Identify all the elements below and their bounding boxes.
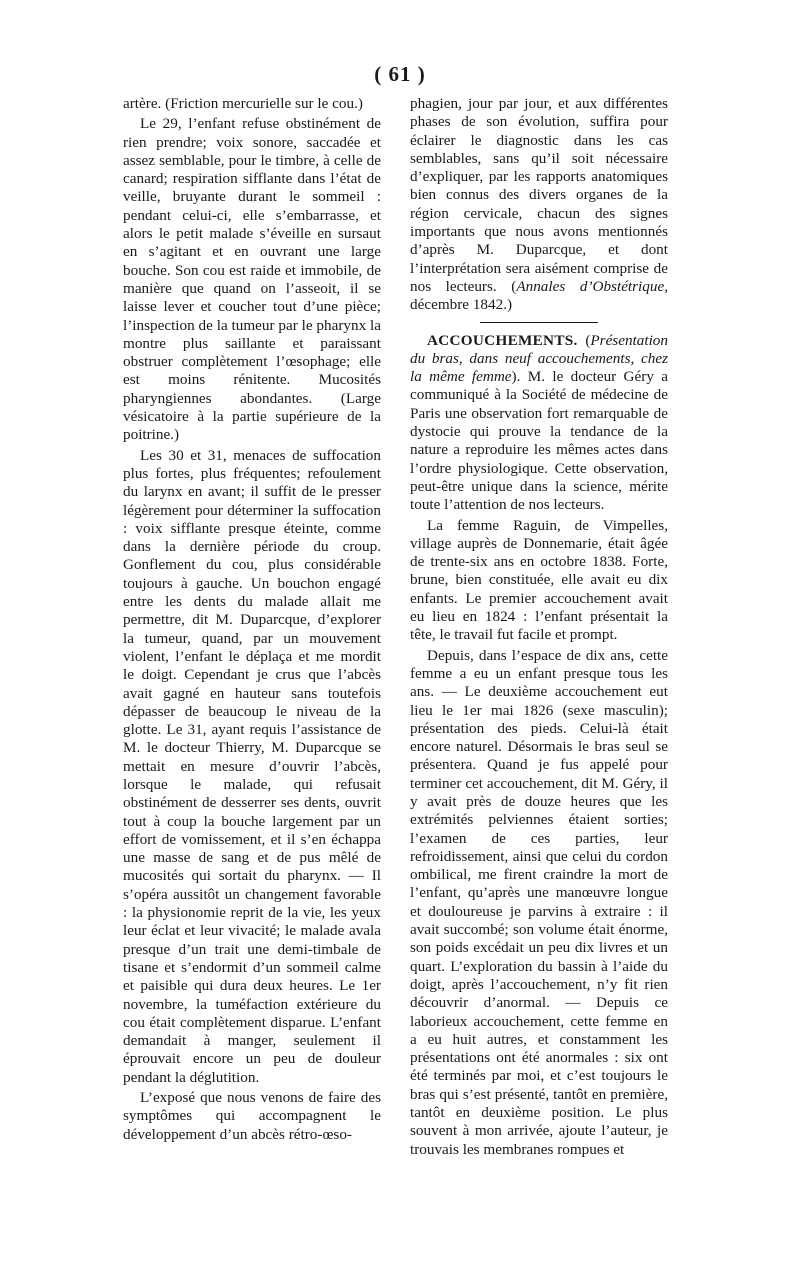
section-heading: ACCOUCHEMENTS.	[427, 331, 578, 349]
section-separator	[480, 322, 598, 323]
page-number: ( 61 )	[374, 62, 426, 86]
citation-journal: Annales d’Obstétrique	[516, 277, 665, 295]
paragraph: L’exposé que nous venons de faire des symptômes qui accompagnent le développement d’un abcès rétro-œso-	[123, 1089, 381, 1143]
paragraph: artère. (Friction mercurielle sur le cou.)	[123, 95, 363, 112]
paragraph: Les 30 et 31, menaces de suffocation plus fortes, plus fréquentes; refoulement du larynx en avant; il suffit de le presser légèrement pour déterminer la suffocation : voix sifflante presque éteinte, comme dans la dernière période du croup. Gonflement du cou, plus considérable toujours à gauche. Un bouchon engagé entre les dents du malade allait me permettre, dit M. Duparcque, d’explorer la tumeur, quand, par un mouvement violent, l’enfant le déplaça et me mordit le doigt. Cependant je crus que l’abcès avait gagné en hauteur sans toutefois dépasser de beaucoup le niveau de la glotte. Le 31, ayant requis l’assistance de M. le docteur Thierry, M. Duparcque se mettait en mesure d’ouvrir l’abcès, lorsque le malade, qui refusait obstinément de desserrer ses dents, ouvrit tout à coup la bouche largement par un effort de vomissement, et il s’en échappa une masse de sang et de pus mêlé de mucosités qui sortait du pharynx. — Il s’opéra aussitôt un changement favorable : la physionomie reprit de la vie, les yeux leur éclat et leur vivacité; le malade avala presque d’un trait une demi-timbale de tisane et s’endormit d’un sommeil calme et paisible qui dura deux heures. Le 1er novembre, la tuméfaction extérieure du cou était complètement disparue. L’enfant demandait à manger, seulement il éprouvait encore un peu de douleur pendant la déglutition.	[123, 446, 381, 1086]
paragraph: Depuis, dans l’espace de dix ans, cette femme a eu un enfant presque tous les ans. — Le deuxième accouchement eut lieu le 1er mai 1826 (sexe masculin); présentation des pieds. Celui-là était encore naturel. Désormais le bras seul se présentera. Quand je fus appelé pour terminer cet accouchement, dit M. Géry, il y avait près de douze heures que les extrémités pelviennes étaient sorties; l’examen de ces parties, leur refroidissement, ainsi que celui du cordon ombilical, me firent craindre la mort de l’enfant, qu’après une manœuvre longue et douloureuse je parvins à extraire : il avait succombé; son volume était énorme, son poids excédait un peu dix livres et un quart. L’exploration du bassin à l’aide du doigt, après l’accouchement, n’y fit rien découvrir d’anormal. — Depuis ce laborieux accouchement, cette femme en a eu huit autres, et constamment les présentations ont été anormales : six ont été terminés par moi, et c’est toujours le bras qui s’est présenté, tantôt en première, tantôt en deuxième position. Le plus souvent à mon arrivée, ajoute l’auteur, je trouvais les membranes rompues et	[410, 646, 668, 1158]
heading-text: ). M. le docteur Géry a communiqué à la Société de médecine de Paris une observation fort remarquable de dystocie qui prouve la tendance de la nature a reproduire les mêmes actes dans l’ordre physiologique. Cette observation, peut-être unique dans la science, mérite toute l’attention de nos lecteurs.	[410, 368, 668, 514]
left-column	[123, 95, 381, 1144]
paragraph-text: phagien, jour par jour, et aux différentes phases de son évolution, suffira pour éclairer le diagnostic dans les cas semblables, sans qu’il soit nécessaire d’expliquer, par les rapports anatomiques bien connus des divers organes de la région cervicale, chacun des signes importants que nous avons mentionnés d’après M. Duparcque, et dont l’interprétation sera aisément comprise de nos lecteurs.	[410, 95, 668, 295]
section-heading-paragraph	[410, 332, 668, 515]
paragraph	[410, 95, 668, 315]
right-column	[410, 95, 668, 1159]
heading-subtitle: Présentation du bras, dans neuf accouchements, chez la même femme	[410, 331, 668, 386]
citation-open: (	[496, 277, 517, 295]
paragraph: La femme Raguin, de Vimpelles, village auprès de Donnemarie, était âgée de trente-six ans en octobre 1838. Forte, brune, bien constituée, elle avait eu dix enfants. Le premier accouchement avait eu lieu en 1824 : l’enfant présentait la tête, le travail fut facile et prompt.	[410, 516, 668, 644]
citation-close: , décembre 1842.)	[410, 277, 669, 314]
heading-open: (	[577, 331, 591, 349]
paragraph: Le 29, l’enfant refuse obstinément de rien prendre; voix sonore, saccadée et assez semblable, pour le timbre, à celle de canard; respiration sifflante dans l’état de veille, bruyante durant le sommeil : pendant celui-ci, elle s’embarrasse, et alors le petit malade s’éveille en sursaut en s’agitant et en ouvrant une large bouche. Son cou est raide et immobile, de manière que quand on l’asseoit, il se laisse lever et coucher tout d’une pièce; l’inspection de la tumeur par le pharynx la montre plus saillante et paraissant obstruer complètement l’œsophage; elle est moins rénitente. Mucosités pharyngiennes abondantes. (Large vésicatoire à la partie supérieure de la poitrine.)	[123, 115, 381, 444]
